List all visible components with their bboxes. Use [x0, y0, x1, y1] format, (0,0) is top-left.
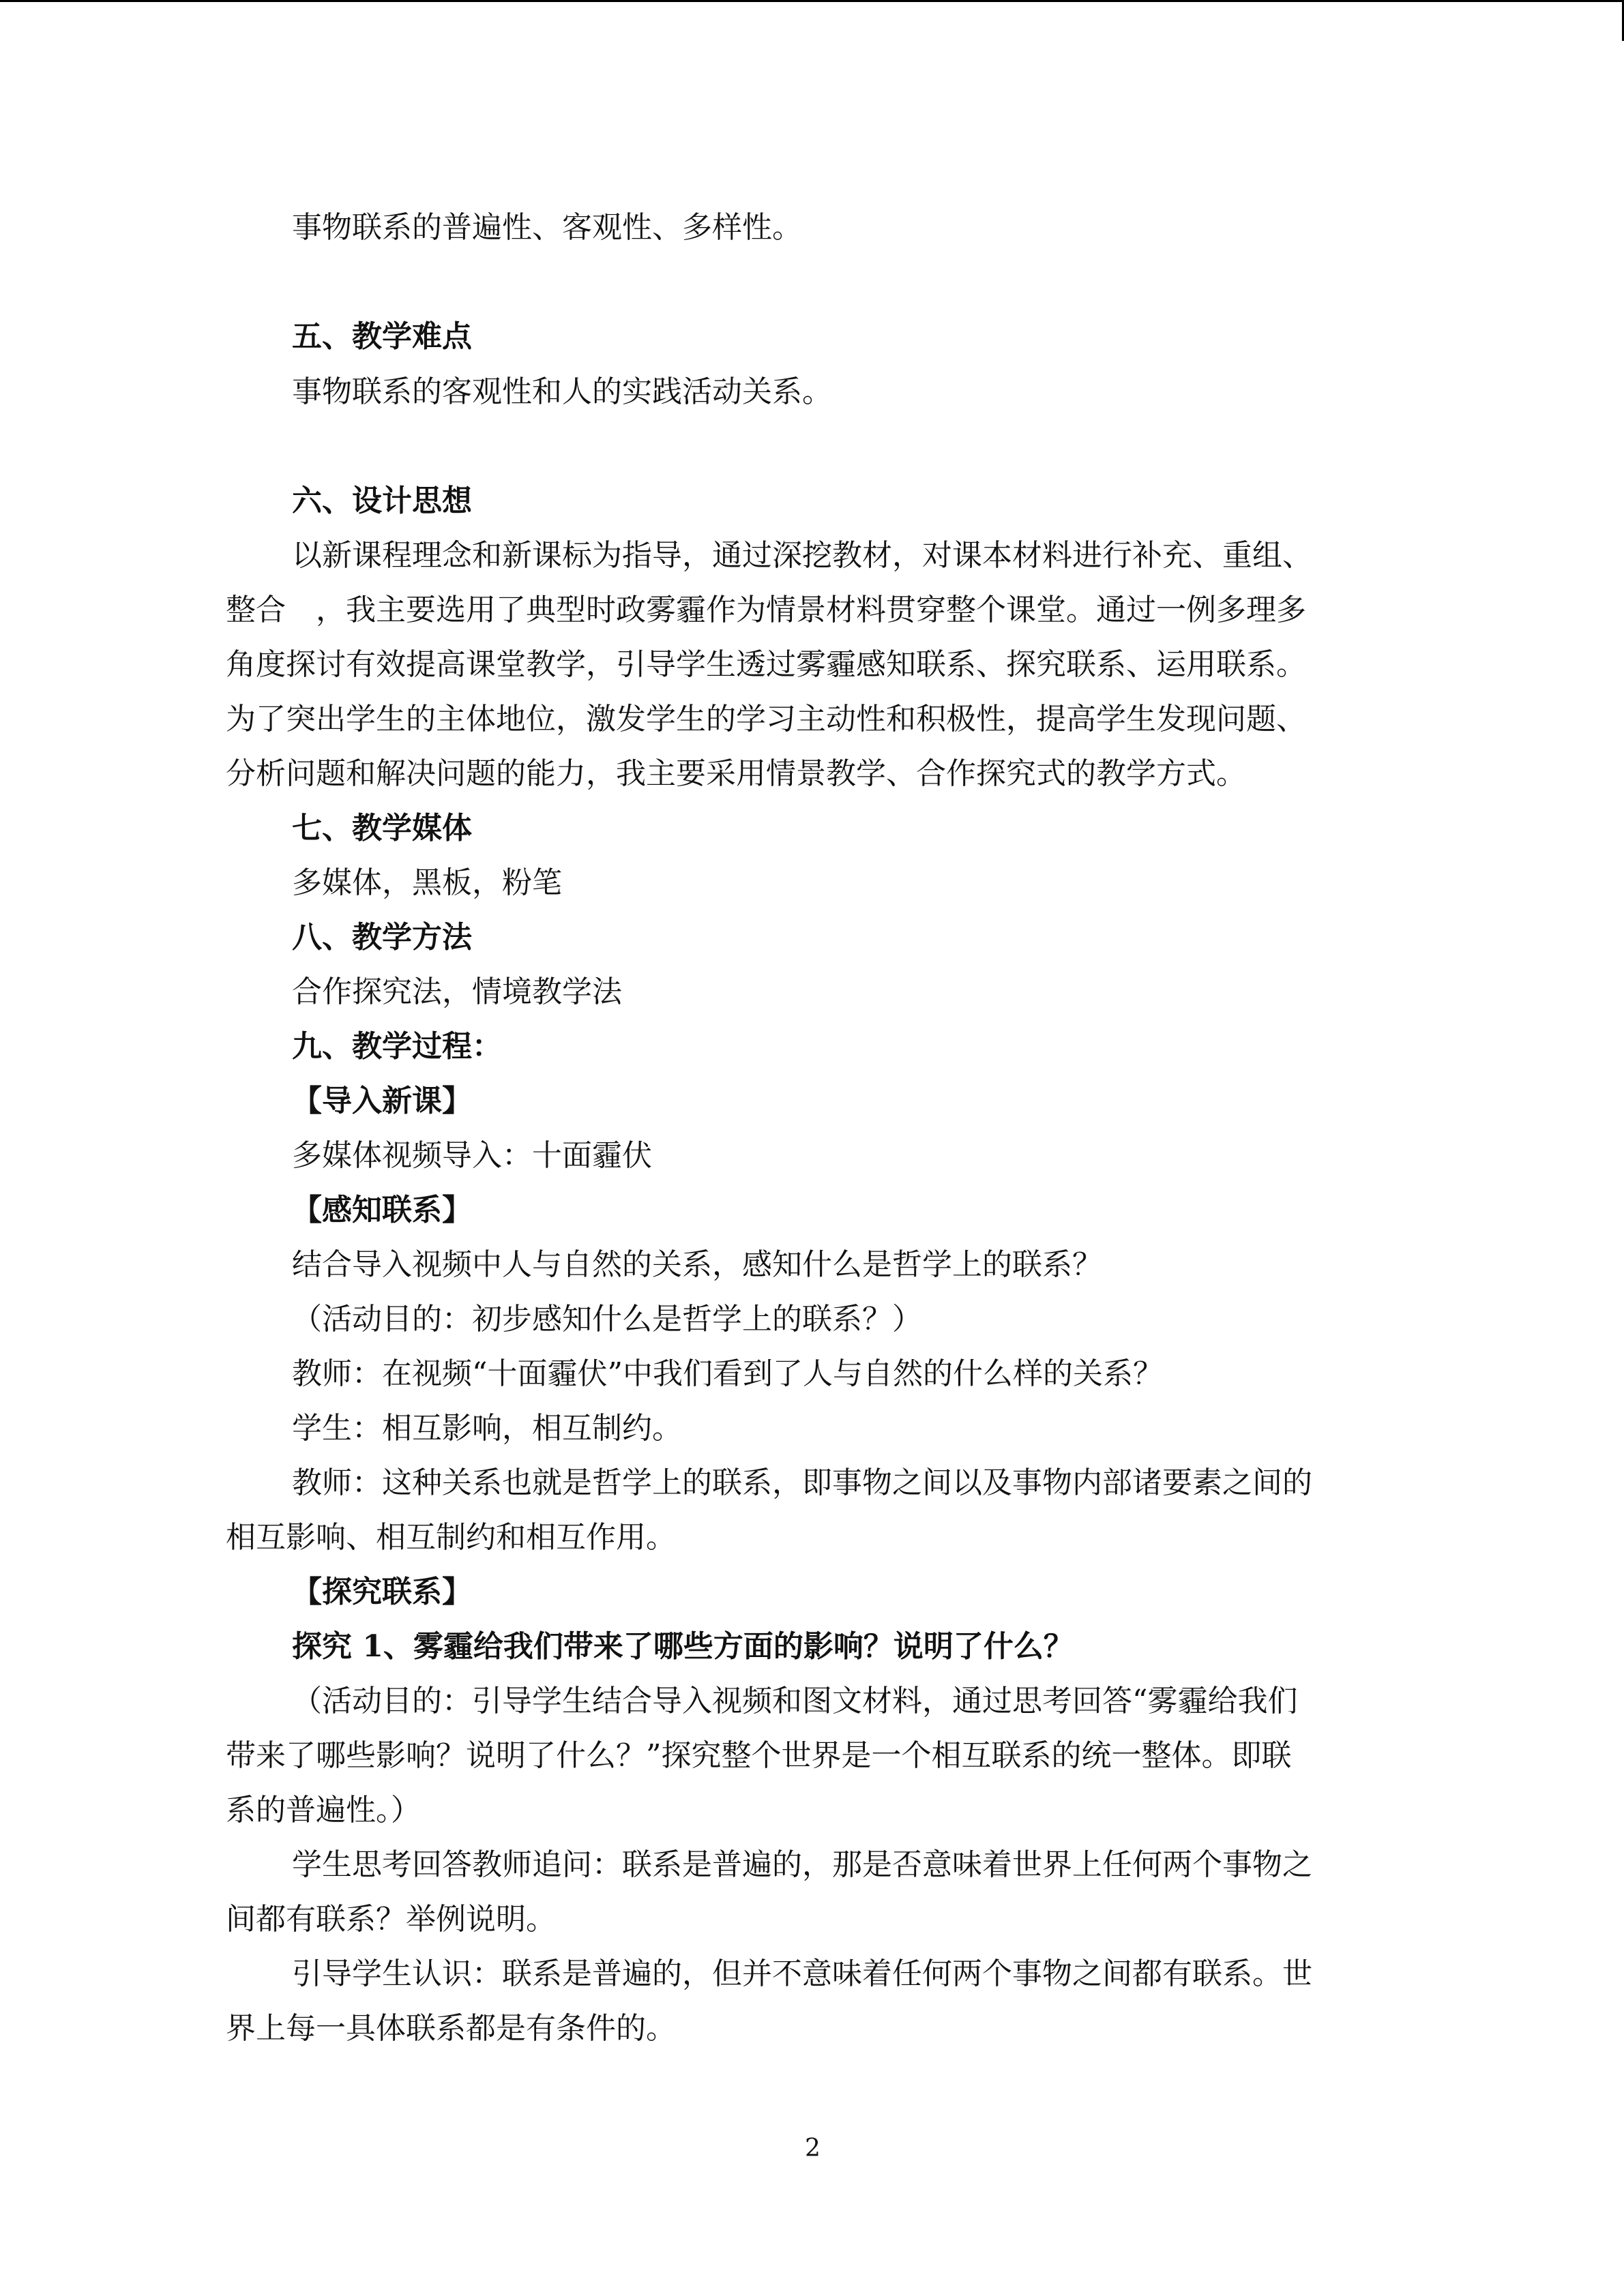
text-line: 系的普遍性。） — [226, 1793, 421, 1828]
text-line: 事物联系的客观性和人的实践活动关系。 — [292, 374, 832, 409]
text-line: 多媒体视频导入：十面霾伏 — [292, 1138, 652, 1173]
text-line: 学生思考回答教师追问：联系是普遍的，那是否意味着世界上任何两个事物之 — [292, 1847, 1312, 1882]
text-line: 分析问题和解决问题的能力，我主要采用情景教学、合作探究式的教学方式。 — [226, 756, 1246, 791]
subheading-explore: 【探究联系】 — [292, 1575, 472, 1609]
section-heading-media: 七、教学媒体 — [292, 811, 472, 846]
text-line: 多媒体，黑板，粉笔 — [292, 865, 562, 900]
text-line: 为了突出学生的主体地位，激发学生的学习主动性和积极性，提高学生发现问题、 — [226, 702, 1306, 736]
subheading-intro: 【导入新课】 — [292, 1084, 472, 1118]
page-top-border — [0, 0, 1624, 2]
text-line: 整合 ，我主要选用了典型时政雾霾作为情景材料贯穿整个课堂。通过一例多理多 — [226, 593, 1306, 627]
page-number: 2 — [805, 2134, 821, 2162]
section-heading-process: 九、教学过程： — [292, 1029, 502, 1064]
section-heading-design: 六、设计思想 — [292, 483, 472, 518]
text-line: 间都有联系？举例说明。 — [226, 1902, 556, 1937]
explore-question-1: 探究 1、雾霾给我们带来了哪些方面的影响？说明了什么？ — [292, 1629, 1074, 1664]
text-line: 界上每一具体联系都是有条件的。 — [226, 2011, 676, 2046]
section-heading-method: 八、教学方法 — [292, 920, 472, 955]
text-line: 以新课程理念和新课标为指导，通过深挖教材，对课本材料进行补充、重组、 — [292, 538, 1312, 573]
subheading-perceive: 【感知联系】 — [292, 1193, 472, 1227]
text-line: 角度探讨有效提高课堂教学，引导学生透过雾霾感知联系、探究联系、运用联系。 — [226, 647, 1306, 682]
text-line: 结合导入视频中人与自然的关系，感知什么是哲学上的联系？ — [292, 1247, 1102, 1282]
section-heading-difficulty: 五、教学难点 — [292, 319, 472, 354]
text-line: （活动目的：引导学生结合导入视频和图文材料，通过思考回答“雾霾给我们 — [292, 1684, 1298, 1718]
text-line: 教师：这种关系也就是哲学上的联系，即事物之间以及事物内部诸要素之间的 — [292, 1465, 1312, 1500]
text-line: 带来了哪些影响？说明了什么？”探究整个世界是一个相互联系的统一整体。即联 — [226, 1738, 1292, 1773]
text-line: 相互影响、相互制约和相互作用。 — [226, 1520, 676, 1555]
text-line: （活动目的：初步感知什么是哲学上的联系？） — [292, 1302, 922, 1337]
text-line: 学生：相互影响，相互制约。 — [292, 1411, 682, 1446]
text-line: 事物联系的普遍性、客观性、多样性。 — [292, 210, 802, 245]
text-line: 教师：在视频“十面霾伏”中我们看到了人与自然的什么样的关系？ — [292, 1356, 1163, 1391]
text-line: 合作探究法，情境教学法 — [292, 974, 622, 1009]
text-line: 引导学生认识：联系是普遍的，但并不意味着任何两个事物之间都有联系。世 — [292, 1956, 1312, 1991]
